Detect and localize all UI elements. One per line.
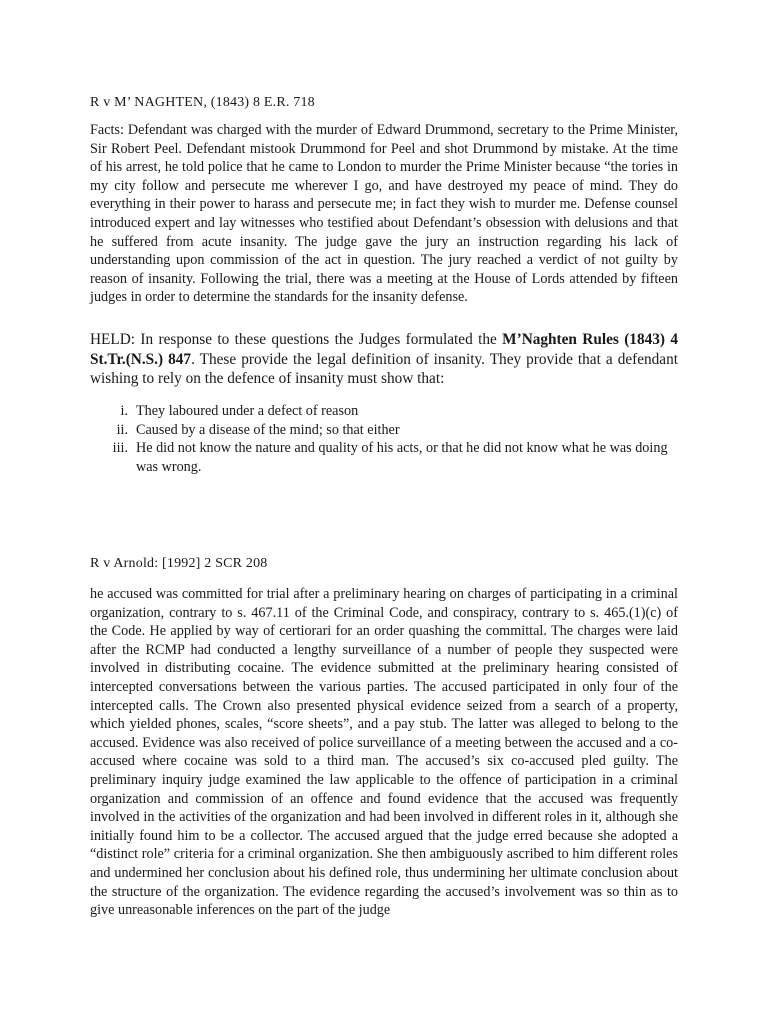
case-title-arnold: R v Arnold: [1992] 2 SCR 208 [90, 556, 268, 571]
list-item-number: i. [120, 403, 128, 419]
mnaghten-rules-citation: M’Naghten Rules (1843) 4 St.Tr.(N.S.) 847 [90, 331, 678, 368]
list-item [90, 421, 678, 440]
case-title-mnaghten: R v M’ NAGHTEN, (1843) 8 E.R. 718 [90, 95, 315, 110]
list-item [90, 402, 678, 421]
arnold-paragraph: he accused was committed for trial after a preliminary hearing on charges of participating in a criminal organization, contrary to s. 467.11 of the Criminal Code, and conspiracy, contrary to s. 465.(1)(c) of the Code. He applied by way of certiorari for an order quashing the committal. The charges were laid after the RCMP had conducted a lengthy surveillance of a number of people they suspected were involved in distributing cocaine. The evidence submitted at the preliminary hearing consisted of intercepted conversations between the various parties. The accused participated in only four of the intercepted calls. The Crown also presented physical evidence seized from a search of a property, which yielded phones, scales, “score sheets”, and a pay stub. The latter was alleged to belong to the accused. Evidence was also received of police surveillance of a meeting between the accused and a co-accused where cocaine was sold to a third man. The accused’s six co-accused pled guilty. The preliminary inquiry judge examined the law applicable to the offence of participation in a criminal organization and commission of an offence and found evidence that the accused was frequently involved in the activities of the organization and had been involved in different roles in it, although she initially found him to be a collector. The accused argued that the judge erred because she adopted a “distinct role” criteria for a criminal organization. She then ambiguously ascribed to him different roles and undermined her conclusion about his defined role, thus undermining her ultimate conclusion about the structure of the organization. The evidence regarding the accused’s involvement was so thin as to give unreasonable inferences on the part of the judge [90, 586, 678, 919]
list-item-number: ii. [116, 421, 128, 438]
list-item [90, 439, 678, 476]
list-item-text: They laboured under a defect of reason [136, 403, 359, 419]
held-suffix: . These provide the legal definition of insanity. They provide that a defendant wishing to rely on the defence of insanity must show that: [90, 350, 678, 387]
facts-paragraph: Facts: Defendant was charged with the murder of Edward Drummond, secretary to the Prime Minister, Sir Robert Peel. Defendant mistook Drummond for Peel and shot Drummond by mistake. At the time of his arrest, he told police that he came to London to murder the Prime Minister because “the tories in my city follow and persecute me wherever I go, and have destroyed my peace of mind. They do everything in their power to harass and persecute me; in fact they wish to murder me. Defense counsel introduced expert and lay witnesses who testified about Defendant’s obsession with delusions and that he suffered from acute insanity. The judge gave the jury an instruction regarding his lack of understanding upon commission of the act in question. The jury reached a verdict of not guilty by reason of insanity. Following the trial, there was a meeting at the House of Lords attended by fifteen judges in order to determine the standards for the insanity defense. [90, 122, 678, 306]
list-item-number: iii. [112, 440, 128, 457]
list-item-text: Caused by a disease of the mind; so that either [136, 421, 400, 438]
held-paragraph [90, 330, 678, 389]
list-item-text: He did not know the nature and quality of his acts, or that he did not know what he was doing was wrong. [136, 440, 668, 475]
held-prefix: HELD: In response to these questions the Judges formulated the [90, 331, 503, 348]
insanity-criteria-list [90, 402, 678, 476]
